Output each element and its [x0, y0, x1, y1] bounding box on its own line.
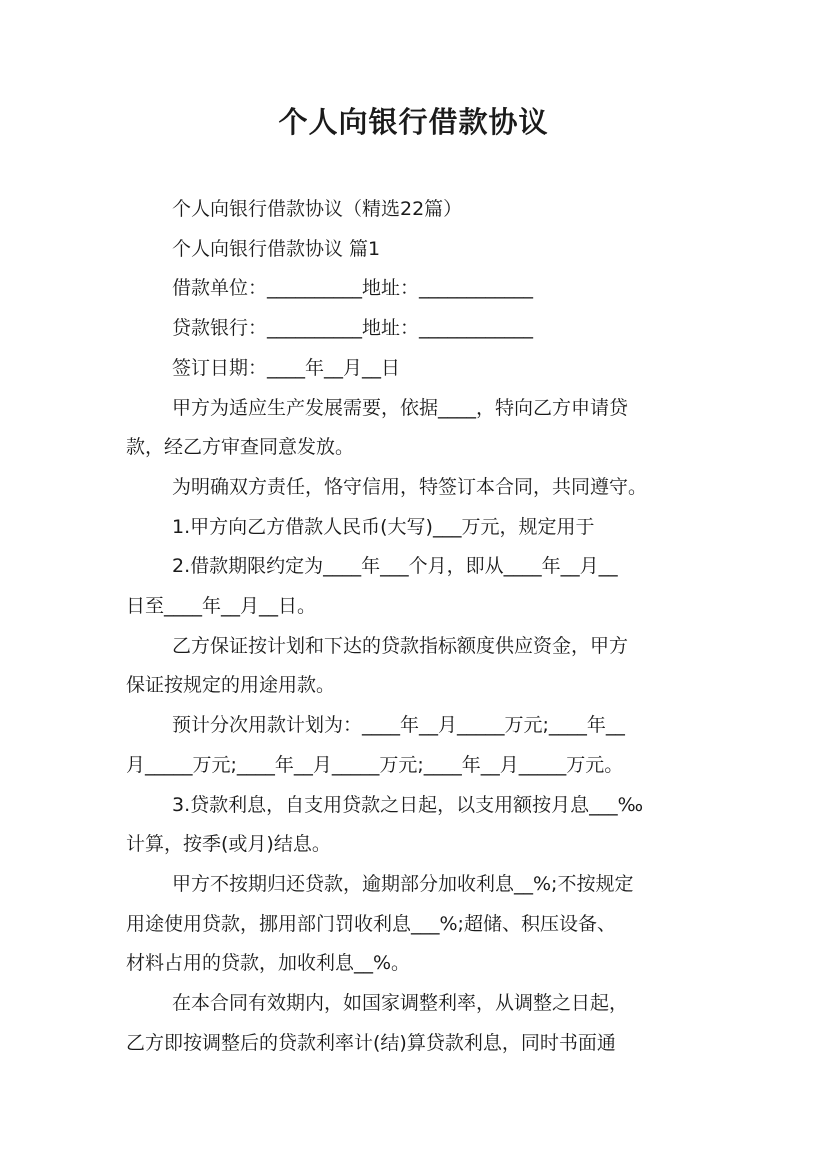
paragraph-penalty — [126, 865, 706, 984]
text-line: 借款单位：__________地址：____________ — [172, 277, 534, 300]
paragraph-section-heading — [126, 230, 706, 270]
text-line: 在本合同有效期内，如国家调整利率，从调整之日起， — [172, 992, 629, 1015]
paragraph-rate-adjust — [126, 984, 706, 1063]
text-line: 1.甲方向乙方借款人民币(大写)___万元，规定用于 — [172, 515, 595, 538]
document-title: 个人向银行借款协议 — [278, 105, 549, 139]
paragraph-funding — [126, 627, 706, 706]
paragraph-clause-2 — [126, 547, 706, 626]
paragraph-subtitle — [126, 190, 706, 230]
text-line: 保证按规定的用途用款。 — [126, 674, 336, 697]
text-line: 款，经乙方审查同意发放。 — [126, 436, 355, 459]
text-line: 用途使用贷款，挪用部门罚收利息___%;超储、积压设备、 — [126, 912, 616, 935]
paragraph-sign-date — [126, 349, 706, 389]
paragraph-usage-plan — [126, 706, 706, 785]
document-body — [126, 190, 706, 1063]
paragraph-borrower — [126, 269, 706, 309]
text-line: 为明确双方责任，恪守信用，特签订本合同，共同遵守。 — [172, 475, 648, 498]
text-line: 计算，按季(或月)结息。 — [126, 833, 331, 856]
text-line: 乙方保证按计划和下达的贷款指标额度供应资金，甲方 — [172, 634, 629, 657]
paragraph-clause-1 — [126, 508, 706, 548]
text-line: 材料占用的贷款，加收利息__%。 — [126, 952, 411, 975]
paragraph-responsibility — [126, 468, 706, 508]
text-line: 3.贷款利息，自支用贷款之日起，以支用额按月息___‰ — [172, 793, 644, 816]
paragraph-lender — [126, 309, 706, 349]
text-line: 乙方即按调整后的贷款利率计(结)算贷款利息，同时书面通 — [126, 1031, 616, 1054]
text-line: 日至____年__月__日。 — [126, 595, 317, 618]
text-line: 甲方为适应生产发展需要，依据____，特向乙方申请贷 — [172, 396, 629, 419]
text-line: 月_____万元;____年__月_____万元;____年__月_____万元。 — [126, 753, 624, 776]
text-line: 签订日期：____年__月__日 — [172, 356, 401, 379]
text-line: 个人向银行借款协议 篇1 — [172, 237, 381, 260]
text-line: 甲方不按期归还贷款，逾期部分加收利息__%;不按规定 — [172, 872, 634, 895]
paragraph-purpose — [126, 389, 706, 468]
text-line: 贷款银行：__________地址：____________ — [172, 317, 534, 340]
paragraph-clause-3 — [126, 786, 706, 865]
text-line: 个人向银行借款协议（精选22篇） — [172, 198, 463, 220]
text-line: 预计分次用款计划为：____年__月_____万元;____年__ — [172, 714, 625, 737]
text-line: 2.借款期限约定为____年___个月，即从____年__月__ — [172, 555, 618, 578]
